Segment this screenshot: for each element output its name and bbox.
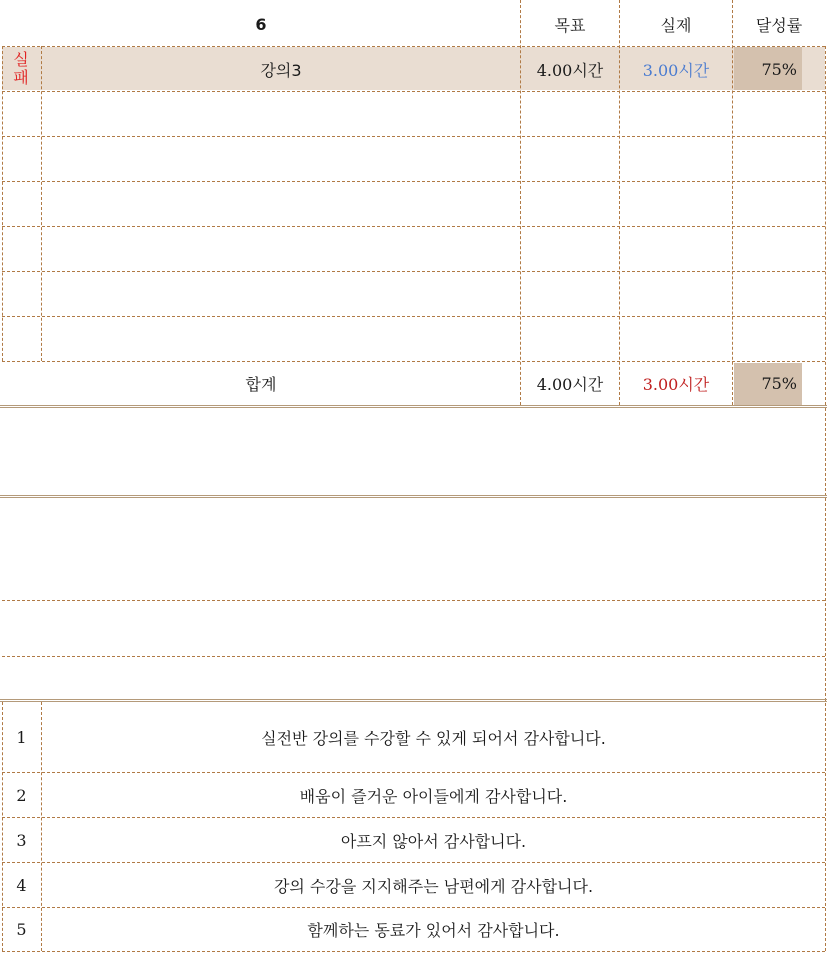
gratitude-text: 강의 수강을 지지해주는 남편에게 감사합니다. [273, 876, 594, 896]
gratitude-number: 2 [16, 785, 27, 805]
total-rate: 75% [761, 374, 797, 393]
gratitude-number: 5 [16, 920, 27, 939]
gratitude-text: 배움이 즐거운 아이들에게 감사합니다. [299, 786, 568, 806]
task-name: 강의3 [260, 60, 302, 80]
total-goal: 4.00시간 [536, 375, 604, 394]
gratitude-number: 1 [16, 728, 27, 747]
total-actual: 3.00시간 [642, 375, 710, 394]
table-title: 6 [255, 14, 267, 34]
gratitude-text: 실전반 강의를 수강할 수 있게 되어서 감사합니다. [261, 729, 606, 748]
gratitude-number: 3 [16, 830, 27, 850]
status-fail-label: 실 패 [13, 49, 29, 87]
total-label: 합계 [245, 375, 277, 394]
column-header-rate: 달성률 [755, 15, 803, 35]
gratitude-text: 아프지 않아서 감사합니다. [340, 831, 527, 851]
task-actual: 3.00시간 [642, 60, 710, 80]
task-rate: 75% [761, 59, 797, 79]
gratitude-number: 4 [16, 875, 27, 895]
column-header-actual: 실제 [660, 15, 692, 35]
task-goal: 4.00시간 [536, 60, 604, 80]
column-header-goal: 목표 [554, 15, 586, 35]
gratitude-text: 함께하는 동료가 있어서 감사합니다. [307, 921, 560, 940]
